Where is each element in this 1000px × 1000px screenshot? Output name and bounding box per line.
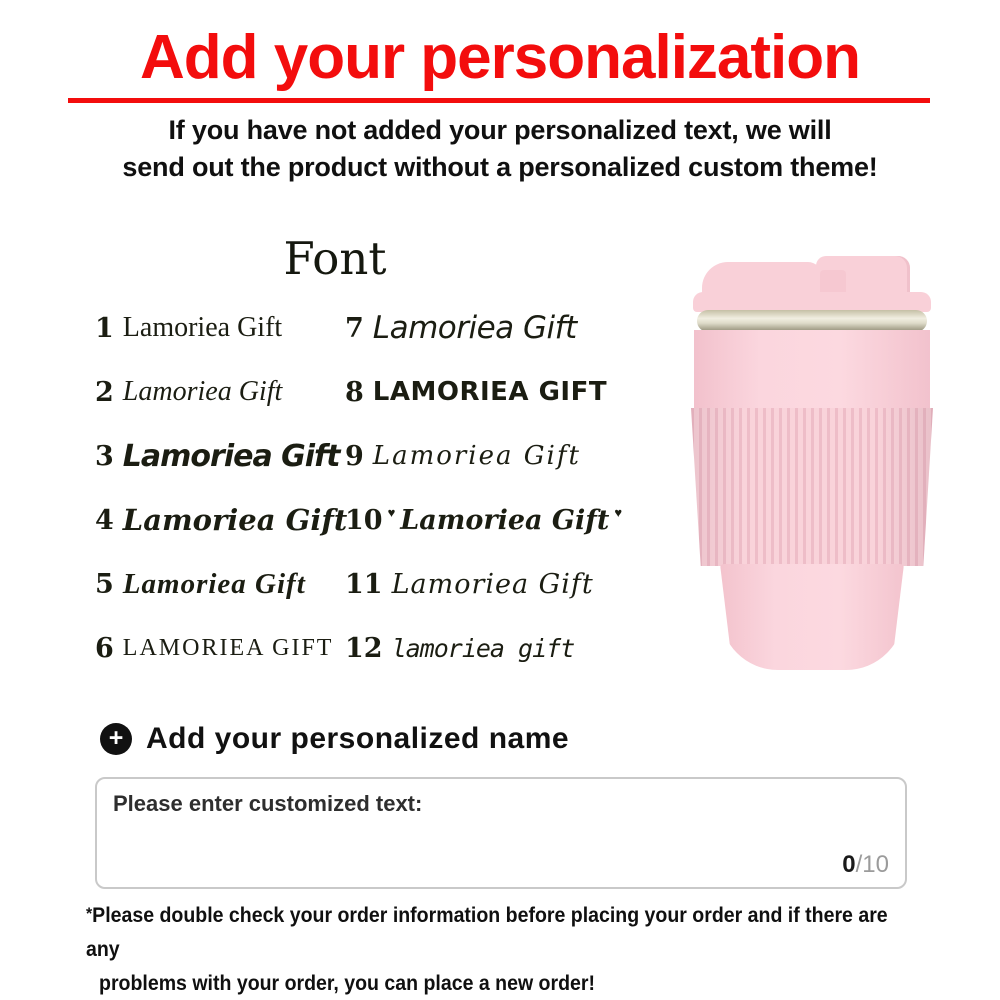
custom-text-input[interactable] xyxy=(97,779,905,887)
font-sample-4 xyxy=(95,503,348,537)
font-sample-11 xyxy=(345,569,610,600)
font-sample-text: Lamoriea Gift xyxy=(122,567,306,600)
font-number: 7 xyxy=(345,312,364,344)
font-number: 8 xyxy=(345,376,364,408)
page-title: Add your personalization xyxy=(139,23,861,92)
title-underline xyxy=(68,98,930,103)
font-sample-1 xyxy=(95,312,345,344)
subtitle-line-2: send out the product without a personalized custom theme! xyxy=(122,152,878,182)
font-sample-text: Lamoriea Gift xyxy=(122,438,340,474)
heart-icon: ♥ xyxy=(387,504,396,520)
mug-lid-base xyxy=(693,292,931,312)
add-name-label: Add your personalized name xyxy=(146,722,570,755)
mug-grip-sleeve xyxy=(691,408,933,566)
font-sample-text: lamoriea gift xyxy=(391,633,575,663)
font-sample-text: Lamoriea Gift xyxy=(122,503,348,537)
font-number: 12 xyxy=(345,632,383,664)
footnote-line-1: Please double check your order information before placing your order and if there are any xyxy=(86,904,888,961)
font-number: 11 xyxy=(345,568,383,600)
char-limit: /10 xyxy=(855,851,889,878)
footnote-line-2: problems with your order, you can place a new order! xyxy=(99,972,595,995)
footnote-marker: * xyxy=(86,904,93,923)
font-sample-text: Lamoriea Gift xyxy=(372,441,581,471)
mug-body-lower xyxy=(720,564,904,670)
font-sample-text: Lamoriea Gift xyxy=(400,504,610,536)
font-section-heading: Font xyxy=(283,232,387,285)
font-number: 6 xyxy=(95,632,114,664)
font-number: 5 xyxy=(95,568,114,600)
char-count: 0 xyxy=(842,851,856,878)
font-sample-list xyxy=(95,296,623,680)
font-sample-text: Lamoriea Gift xyxy=(122,376,283,407)
font-number: 10 xyxy=(345,504,383,536)
order-footnote xyxy=(86,897,923,1000)
font-sample-9 xyxy=(345,441,610,472)
mug-body-upper xyxy=(694,330,930,408)
font-sample-5 xyxy=(95,568,345,601)
font-sample-text: LAMORIEA GIFT xyxy=(372,377,608,407)
font-sample-2 xyxy=(95,376,345,408)
font-sample-6 xyxy=(95,633,345,664)
font-number: 2 xyxy=(95,376,114,408)
subtitle xyxy=(50,112,950,186)
font-sample-10 xyxy=(345,504,623,536)
font-sample-text: LAMORIEA GIFT xyxy=(122,634,334,661)
font-number: 4 xyxy=(95,504,114,536)
font-sample-8 xyxy=(345,377,610,408)
font-sample-12 xyxy=(345,633,610,664)
add-personalized-name-header[interactable] xyxy=(100,722,569,756)
font-sample-text: Lamoriea Gift xyxy=(122,312,283,343)
mug-steel-band xyxy=(697,310,927,332)
heart-icon: ♥ xyxy=(614,504,623,520)
font-sample-7 xyxy=(345,310,610,346)
font-number: 3 xyxy=(95,440,114,472)
custom-text-input-box xyxy=(95,777,907,889)
plus-icon: + xyxy=(100,723,132,755)
font-sample-3 xyxy=(95,439,345,474)
font-number: 9 xyxy=(345,440,364,472)
font-sample-text: Lamoriea Gift xyxy=(372,310,577,346)
font-sample-text: Lamoriea Gift xyxy=(391,568,594,600)
font-number: 1 xyxy=(95,312,114,344)
subtitle-line-1: If you have not added your personalized text, we will xyxy=(168,115,832,145)
product-image xyxy=(686,252,938,677)
